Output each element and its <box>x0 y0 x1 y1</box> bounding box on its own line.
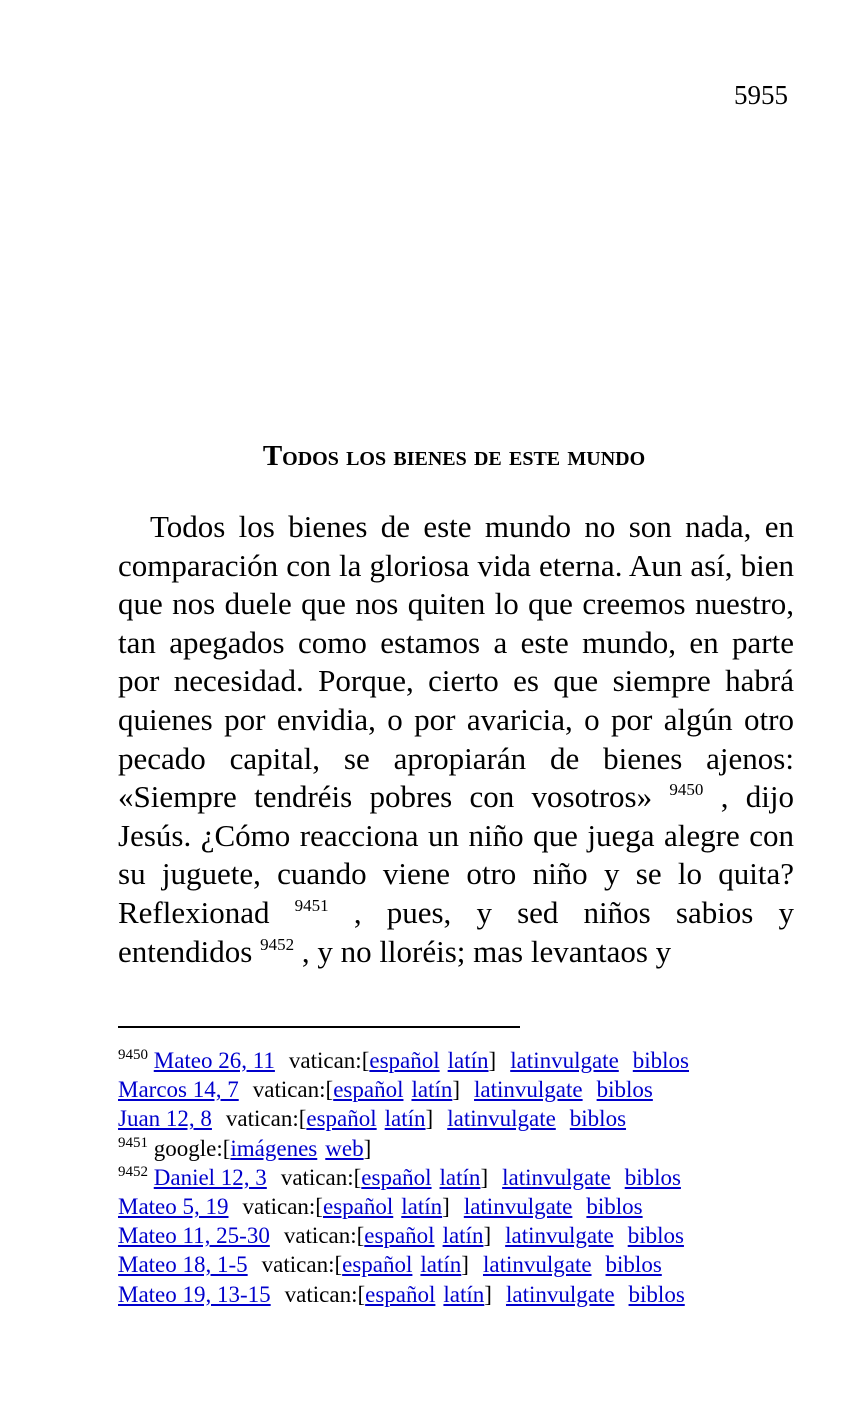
biblos-link[interactable]: biblos <box>596 1077 653 1103</box>
espanol-link[interactable]: español <box>322 1194 394 1220</box>
footnote-line <box>118 1134 818 1163</box>
footnote-line <box>118 1075 818 1104</box>
scripture-reference-link[interactable]: Daniel 12, 3 <box>153 1164 267 1190</box>
vatican-label: vatican:[ <box>225 1106 307 1132</box>
footnote-line <box>118 1163 818 1192</box>
footnote-line <box>118 1046 818 1075</box>
bracket-close: ] <box>488 1048 497 1073</box>
latin-link[interactable]: latín <box>447 1048 489 1073</box>
espanol-link[interactable]: español <box>364 1223 435 1249</box>
biblos-link[interactable]: biblos <box>605 1252 662 1278</box>
vatican-label: vatican:[ <box>284 1281 366 1307</box>
scripture-reference-link[interactable]: Juan 12, 8 <box>118 1106 212 1132</box>
latin-link[interactable]: latín <box>439 1164 481 1190</box>
bracket-close: ] <box>483 1223 492 1249</box>
footnote-line <box>118 1280 818 1309</box>
body-text-1: Todos los bienes de este mundo no son nada, en comparación con la gloriosa vida eterna. Aun así, bien que nos duele que nos quiten lo que creemos nuestro, tan apegados como estamos a este mundo, en parte por necesidad. Porque, cierto es que siempre habrá quienes por envidia, o por avaricia, o por algún otro pecado capital, se apropiarán de bienes ajenos: «Siempre tendréis pobres con vosotros» <box>118 509 794 815</box>
latinvulgate-link[interactable]: latinvulgate <box>447 1106 556 1132</box>
biblos-link[interactable]: biblos <box>569 1106 627 1132</box>
espanol-link[interactable]: español <box>361 1164 432 1190</box>
scripture-reference-link[interactable]: Mateo 26, 11 <box>153 1048 275 1073</box>
body-text-4: , y no lloréis; mas levantaos y <box>301 933 672 969</box>
biblos-link[interactable]: biblos <box>632 1048 690 1073</box>
footnote-line <box>118 1192 818 1221</box>
latinvulgate-link[interactable]: latinvulgate <box>505 1223 614 1249</box>
footnote-number: 9451 <box>118 1134 148 1151</box>
footnote-divider <box>118 1026 520 1028</box>
images-link[interactable]: imágenes <box>230 1135 318 1161</box>
bracket-close: ] <box>363 1135 372 1161</box>
latin-link[interactable]: latín <box>442 1223 484 1249</box>
scripture-reference-link[interactable]: Mateo 11, 25-30 <box>118 1223 270 1249</box>
latinvulgate-link[interactable]: latinvulgate <box>502 1164 611 1190</box>
bracket-close: ] <box>484 1281 492 1307</box>
page-number: 5955 <box>734 80 788 110</box>
latin-link[interactable]: latín <box>384 1106 426 1132</box>
latin-link[interactable]: latín <box>420 1252 462 1278</box>
vatican-label: vatican:[ <box>288 1048 370 1073</box>
latinvulgate-link[interactable]: latinvulgate <box>463 1194 573 1220</box>
section-title: Todos los bienes de este mundo <box>262 440 646 472</box>
bracket-close: ] <box>480 1164 489 1190</box>
footnote-ref-9450[interactable]: 9450 <box>669 780 704 800</box>
biblos-link[interactable]: biblos <box>624 1164 681 1190</box>
latinvulgate-link[interactable]: latinvulgate <box>510 1048 619 1073</box>
biblos-link[interactable]: biblos <box>586 1194 643 1220</box>
body-text-2: , dijo Jesús. ¿Cómo reacciona un niño que juega alegre con su juguete, cuando viene otro niño y se lo quita? Reflexionad <box>118 779 795 930</box>
scripture-reference-link[interactable]: Mateo 5, 19 <box>118 1194 229 1220</box>
vatican-label: vatican:[ <box>252 1077 334 1103</box>
bracket-close: ] <box>425 1106 434 1132</box>
footnotes-section <box>118 1046 818 1309</box>
latinvulgate-link[interactable]: latinvulgate <box>505 1281 615 1307</box>
footnote-ref-9451[interactable]: 9451 <box>294 895 329 915</box>
web-link[interactable]: web <box>325 1135 364 1161</box>
scripture-reference-link[interactable]: Mateo 19, 13-15 <box>118 1281 271 1307</box>
biblos-link[interactable]: biblos <box>628 1281 685 1307</box>
scripture-reference-link[interactable]: Marcos 14, 7 <box>118 1077 239 1103</box>
body-paragraph <box>118 508 794 971</box>
latin-link[interactable]: latín <box>401 1194 443 1220</box>
footnote-line <box>118 1104 818 1133</box>
bracket-close: ] <box>442 1194 450 1220</box>
footnote-line <box>118 1221 818 1250</box>
footnote-line <box>118 1250 818 1279</box>
footnote-ref-9452[interactable]: 9452 <box>260 934 295 954</box>
espanol-link[interactable]: español <box>365 1281 436 1307</box>
vatican-label: vatican:[ <box>280 1164 362 1190</box>
footnote-number: 9450 <box>118 1047 148 1063</box>
scripture-reference-link[interactable]: Mateo 18, 1-5 <box>118 1252 248 1278</box>
espanol-link[interactable]: español <box>306 1106 377 1132</box>
bracket-close: ] <box>461 1252 469 1278</box>
vatican-label: vatican:[ <box>261 1252 343 1278</box>
body-text-3: , pues, y sed niños sabios y entendidos <box>118 894 795 969</box>
footnote-number: 9452 <box>118 1163 148 1180</box>
espanol-link[interactable]: español <box>342 1252 413 1278</box>
bracket-close: ] <box>452 1077 461 1103</box>
latinvulgate-link[interactable]: latinvulgate <box>482 1252 592 1278</box>
vatican-label: vatican:[ <box>242 1194 323 1220</box>
biblos-link[interactable]: biblos <box>627 1223 684 1249</box>
google-label: google:[ <box>153 1135 231 1161</box>
latin-link[interactable]: latín <box>443 1281 485 1307</box>
latinvulgate-link[interactable]: latinvulgate <box>474 1077 583 1103</box>
espanol-link[interactable]: español <box>369 1048 440 1073</box>
latin-link[interactable]: latín <box>411 1077 453 1103</box>
vatican-label: vatican:[ <box>283 1223 365 1249</box>
espanol-link[interactable]: español <box>333 1077 404 1103</box>
